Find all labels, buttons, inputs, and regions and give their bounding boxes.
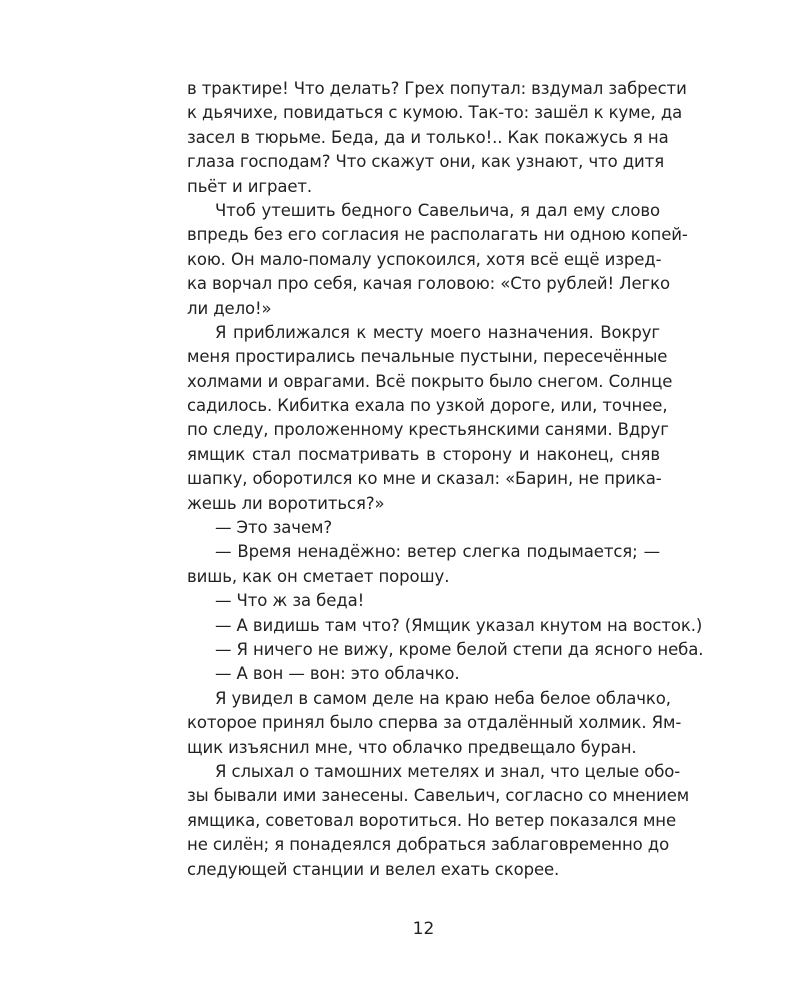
text-line: холмами и оврагами. Всё покрыто было снегом. Солнце xyxy=(187,371,673,391)
text-line: шапку, оборотился ко мне и сказал: «Барин, не прика- xyxy=(187,469,662,489)
text-line: зы бывали ими занесены. Савельич, согласно со мнением xyxy=(187,786,690,806)
text-line: — Время ненадёжно: ветер слегка подымается; — xyxy=(215,542,660,562)
text-line: ли дело!» xyxy=(187,298,272,318)
text-line: садилось. Кибитка ехала по узкой дороге, или, точнее, xyxy=(187,396,668,416)
text-line: — А вон — вон: это облачко. xyxy=(215,664,460,684)
text-line: пьёт и играет. xyxy=(187,176,313,196)
text-line: ямщика, советовал воротиться. Но ветер показался мне xyxy=(187,810,677,830)
text-line: — Я ничего не вижу, кроме белой степи да ясного неба. xyxy=(215,639,704,659)
text-line: Я приближался к месту моего назначения. Вокруг xyxy=(215,322,660,342)
text-line: следующей станции и велел ехать скорее. xyxy=(187,859,560,879)
text-line: не силён; я понадеялся добраться заблаговременно до xyxy=(187,835,670,855)
text-line: ямщик стал посматривать в сторону и наконец, сняв xyxy=(187,444,660,464)
page-number: 12 xyxy=(412,919,435,939)
text-line: — А видишь там что? (Ямщик указал кнутом на восток.) xyxy=(215,615,703,635)
text-line: жешь ли воротиться?» xyxy=(187,493,385,513)
text-line: Я увидел в самом деле на краю неба белое облачко, xyxy=(215,688,671,708)
text-line: к дьячихе, повидаться с кумою. Так-то: зашёл к куме, да xyxy=(187,103,683,123)
text-line: вишь, как он сметает порошу. xyxy=(187,566,450,586)
text-line: глаза господам? Что скажут они, как узнают, что дитя xyxy=(187,152,665,172)
text-line: которое принял было сперва за отдалённый холмик. Ям- xyxy=(187,713,682,733)
text-line: в трактире! Что делать? Грех попутал: вздумал забрести xyxy=(187,79,687,98)
text-line: Я слыхал о тамошних метелях и знал, что целые обо- xyxy=(215,761,681,781)
text-line: засел в тюрьме. Беда, да и только!.. Как покажусь я на xyxy=(187,127,669,147)
text-line: меня простирались печальные пустыни, пересечённые xyxy=(187,347,668,367)
text-line: щик изъяснил мне, что облачко предвещало буран. xyxy=(187,737,637,757)
text-line: кою. Он мало-помалу успокоился, хотя всё ещё изред- xyxy=(187,249,662,269)
body-text xyxy=(187,77,704,882)
text-line: впредь без его согласия не располагать ни одною копей- xyxy=(187,225,688,245)
text-line: ка ворчал про себя, качая головою: «Сто рублей! Легко xyxy=(187,274,670,294)
text-line: Чтоб утешить бедного Савельича, я дал ему слово xyxy=(215,200,660,220)
text-line: — Что ж за беда! xyxy=(215,591,365,611)
text-line: — Это зачем? xyxy=(215,518,333,538)
text-line: по следу, проложенному крестьянскими санями. Вдруг xyxy=(187,420,669,440)
